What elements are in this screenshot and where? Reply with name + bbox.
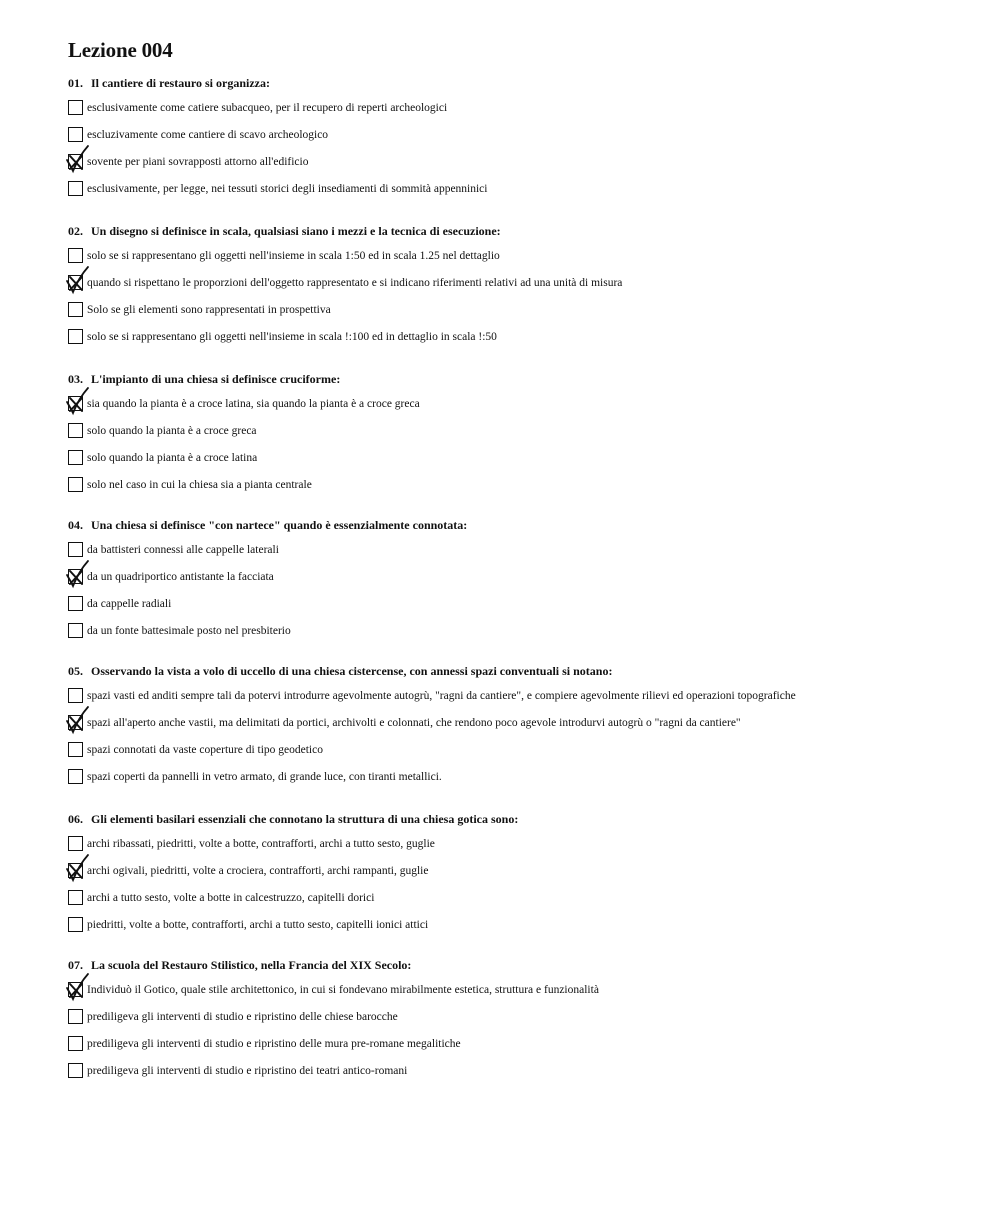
option-label: solo se si rappresentano gli oggetti nell'insieme in scala 1:50 ed in scala 1.25 nel dettaglio	[87, 250, 500, 262]
question-label: Una chiesa si definisce "con nartece" quando è essenzialmente connotata:	[91, 518, 468, 532]
answer-option[interactable]	[68, 154, 968, 172]
question-2	[68, 224, 968, 343]
question-text	[68, 812, 968, 826]
question-text	[68, 518, 968, 532]
option-label: sia quando la pianta è a croce latina, sia quando la pianta è a croce greca	[87, 398, 420, 410]
option-label: escluzivamente come cantiere di scavo archeologico	[87, 129, 329, 141]
answer-option[interactable]	[68, 423, 968, 441]
answer-option[interactable]	[68, 1009, 968, 1027]
option-label: prediligeva gli interventi di studio e ripristino delle chiese barocche	[87, 1011, 398, 1023]
question-number: 04.	[68, 518, 83, 532]
question-6	[68, 812, 968, 931]
answer-option[interactable]	[68, 396, 968, 414]
checkbox-checked[interactable]	[68, 154, 83, 169]
question-label: Un disegno si definisce in scala, qualsiasi siano i mezzi e la tecnica di esecuzione:	[91, 224, 501, 238]
checkbox[interactable]	[68, 477, 83, 492]
option-label: archi ogivali, piedritti, volte a crociera, contrafforti, archi rampanti, guglie	[87, 865, 429, 877]
answer-option[interactable]	[68, 477, 968, 495]
answer-option[interactable]	[68, 542, 968, 560]
option-label: prediligeva gli interventi di studio e ripristino dei teatri antico-romani	[87, 1065, 408, 1077]
question-number: 06.	[68, 812, 83, 826]
answer-option[interactable]	[68, 917, 968, 935]
checkbox[interactable]	[68, 302, 83, 317]
question-3	[68, 372, 968, 491]
checkbox[interactable]	[68, 742, 83, 757]
answer-option[interactable]	[68, 742, 968, 760]
answer-option[interactable]	[68, 302, 968, 320]
page-title: Lezione 004	[68, 38, 173, 62]
question-text	[68, 958, 968, 972]
checkbox[interactable]	[68, 423, 83, 438]
checkbox[interactable]	[68, 100, 83, 115]
option-label: da cappelle radiali	[87, 598, 172, 610]
option-label: da battisteri connessi alle cappelle laterali	[87, 544, 279, 556]
question-label: La scuola del Restauro Stilistico, nella Francia del XIX Secolo:	[91, 958, 412, 972]
answer-option[interactable]	[68, 836, 968, 854]
checkbox[interactable]	[68, 769, 83, 784]
question-text	[68, 372, 968, 386]
question-5	[68, 664, 968, 783]
question-text	[68, 224, 968, 238]
checkbox[interactable]	[68, 917, 83, 932]
answer-option[interactable]	[68, 450, 968, 468]
question-text	[68, 664, 968, 678]
answer-option[interactable]	[68, 688, 968, 706]
answer-option[interactable]	[68, 248, 968, 266]
checkbox[interactable]	[68, 450, 83, 465]
answer-option[interactable]	[68, 1063, 968, 1081]
answer-option[interactable]	[68, 623, 968, 641]
answer-option[interactable]	[68, 569, 968, 587]
option-label: spazi connotati da vaste coperture di tipo geodetico	[87, 744, 323, 756]
answer-option[interactable]	[68, 329, 968, 347]
option-label: solo nel caso in cui la chiesa sia a pianta centrale	[87, 479, 312, 491]
option-label: esclusivamente, per legge, nei tessuti storici degli insediamenti di sommità appenninici	[87, 183, 488, 195]
option-label: sovente per piani sovrapposti attorno all'edificio	[87, 156, 309, 168]
answer-option[interactable]	[68, 181, 968, 199]
question-label: Osservando la vista a volo di uccello di una chiesa cistercense, con annessi spazi conventuali si notano:	[91, 664, 613, 678]
question-number: 02.	[68, 224, 83, 238]
answer-option[interactable]	[68, 275, 968, 293]
option-label: esclusivamente come catiere subacqueo, per il recupero di reperti archeologici	[87, 102, 448, 114]
checkbox-checked[interactable]	[68, 715, 83, 730]
answer-option[interactable]	[68, 863, 968, 881]
answer-option[interactable]	[68, 1036, 968, 1054]
question-label: Il cantiere di restauro si organizza:	[91, 76, 270, 90]
question-1	[68, 76, 968, 195]
answer-option[interactable]	[68, 769, 968, 787]
option-label: quando si rispettano le proporzioni dell'oggetto rappresentato e si indicano riferimenti relativi ad una unità di misura	[87, 277, 623, 289]
checkbox[interactable]	[68, 181, 83, 196]
checkbox[interactable]	[68, 1009, 83, 1024]
checkbox[interactable]	[68, 542, 83, 557]
option-label: piedritti, volte a botte, contrafforti, archi a tutto sesto, capitelli ionici attici	[87, 919, 429, 931]
option-label: spazi vasti ed anditi sempre tali da potervi introdurre agevolmente autogrù, "ragni da cantiere", e compiere agevolmente rilievi ed operazioni topografiche	[87, 690, 796, 702]
checkbox[interactable]	[68, 836, 83, 851]
option-label: Individuò il Gotico, quale stile architettonico, in cui si fondevano mirabilmente estetica, struttura e funzionalità	[87, 984, 599, 996]
answer-option[interactable]	[68, 982, 968, 1000]
answer-option[interactable]	[68, 100, 968, 118]
checkbox-checked[interactable]	[68, 275, 83, 290]
checkbox[interactable]	[68, 127, 83, 142]
question-label: L'impianto di una chiesa si definisce cruciforme:	[91, 372, 341, 386]
question-number: 03.	[68, 372, 83, 386]
checkbox[interactable]	[68, 1063, 83, 1078]
checkbox[interactable]	[68, 890, 83, 905]
checkbox-checked[interactable]	[68, 863, 83, 878]
checkbox-checked[interactable]	[68, 569, 83, 584]
option-label: da un fonte battesimale posto nel presbiterio	[87, 625, 291, 637]
checkbox[interactable]	[68, 248, 83, 263]
checkbox-checked[interactable]	[68, 396, 83, 411]
answer-option[interactable]	[68, 127, 968, 145]
checkbox-checked[interactable]	[68, 982, 83, 997]
option-label: solo quando la pianta è a croce latina	[87, 452, 258, 464]
option-label: archi a tutto sesto, volte a botte in calcestruzzo, capitelli dorici	[87, 892, 375, 904]
option-label: solo se si rappresentano gli oggetti nell'insieme in scala !:100 ed in dettaglio in scala !:50	[87, 331, 497, 343]
option-label: solo quando la pianta è a croce greca	[87, 425, 257, 437]
question-7	[68, 958, 968, 1077]
question-number: 07.	[68, 958, 83, 972]
option-label: Solo se gli elementi sono rappresentati in prospettiva	[87, 304, 331, 316]
option-label: archi ribassati, piedritti, volte a botte, contrafforti, archi a tutto sesto, guglie	[87, 838, 435, 850]
option-label: spazi all'aperto anche vastii, ma delimitati da portici, archivolti e colonnati, che rendono poco agevole introdurvi autogrù o "ragni da cantiere"	[87, 717, 741, 729]
answer-option[interactable]	[68, 715, 968, 733]
answer-option[interactable]	[68, 890, 968, 908]
question-4	[68, 518, 968, 637]
question-label: Gli elementi basilari essenziali che connotano la struttura di una chiesa gotica sono:	[91, 812, 519, 826]
answer-option[interactable]	[68, 596, 968, 614]
checkbox[interactable]	[68, 596, 83, 611]
question-text	[68, 76, 968, 90]
checkbox[interactable]	[68, 329, 83, 344]
checkbox[interactable]	[68, 623, 83, 638]
option-label: da un quadriportico antistante la facciata	[87, 571, 274, 583]
option-label: spazi coperti da pannelli in vetro armato, di grande luce, con tiranti metallici.	[87, 771, 442, 783]
question-number: 05.	[68, 664, 83, 678]
question-number: 01.	[68, 76, 83, 90]
option-label: prediligeva gli interventi di studio e ripristino delle mura pre-romane megalitiche	[87, 1038, 461, 1050]
checkbox[interactable]	[68, 688, 83, 703]
checkbox[interactable]	[68, 1036, 83, 1051]
